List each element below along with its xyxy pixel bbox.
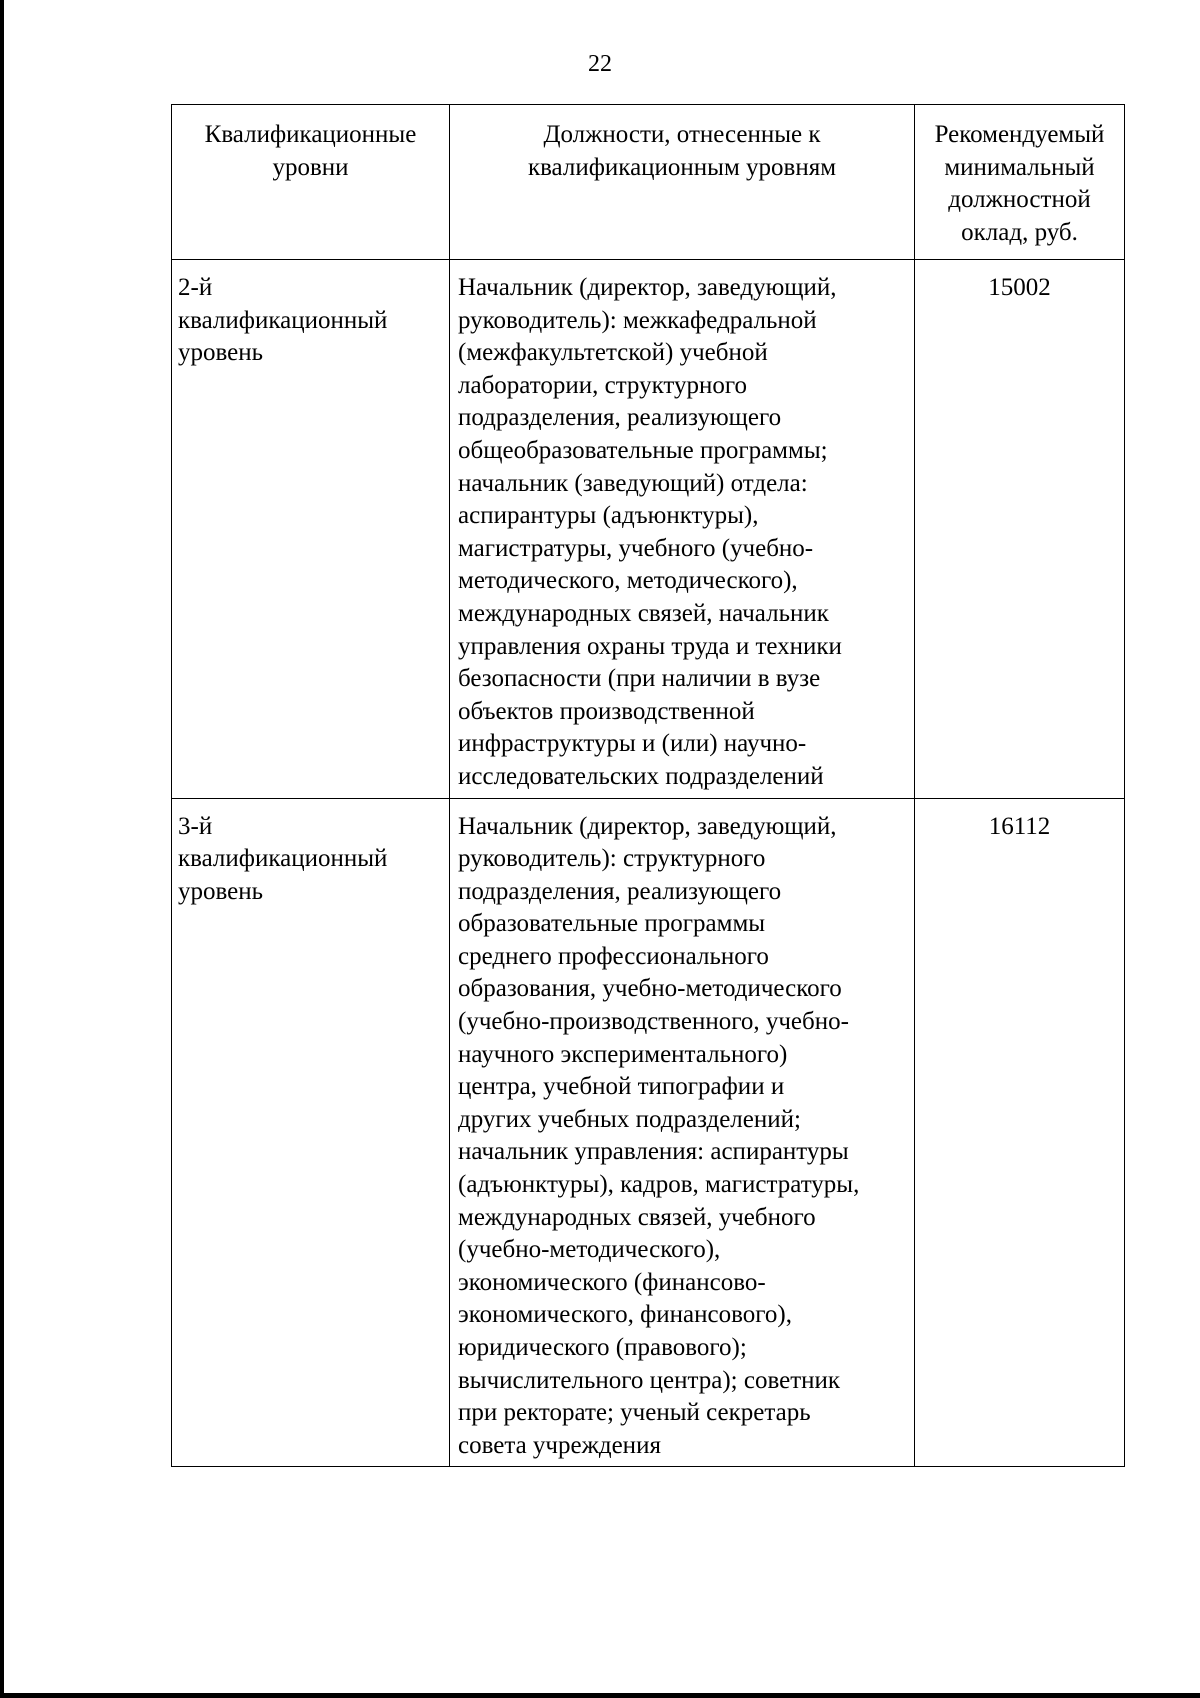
text-line: начальник (заведующий) отдела:	[458, 469, 808, 497]
text-line: управления охраны труда и техники	[458, 632, 842, 660]
text-line: квалификационный	[178, 306, 388, 334]
text-line: 3-й	[178, 812, 213, 840]
text-line: руководитель): структурного	[458, 845, 766, 873]
text-line: магистратуры, учебного (учебно-	[458, 534, 814, 562]
salary-cell: 15002	[915, 260, 1125, 799]
text-line: Рекомендуемый	[934, 121, 1105, 148]
text-line: уровень	[178, 339, 264, 367]
text-line: юридического (правового);	[458, 1334, 747, 1361]
text-line: оклад, руб.	[961, 218, 1078, 246]
salary-cell: 16112	[915, 798, 1125, 1467]
text-line: безопасности (при наличии в вузе	[458, 665, 821, 693]
text-line: начальник управления: аспирантуры	[458, 1138, 849, 1166]
positions-cell	[450, 798, 915, 1467]
page-bottom-edge	[0, 1693, 1200, 1698]
text-line: Начальник (директор, заведующий,	[458, 274, 837, 301]
text-line: научного экспериментального)	[458, 1040, 788, 1068]
text-line: (учебно-производственного, учебно-	[458, 1008, 849, 1036]
level-cell	[172, 260, 450, 799]
table-row	[172, 260, 1125, 799]
text-line: международных связей, учебного	[458, 1203, 816, 1231]
text-line: квалификационным уровням	[527, 153, 837, 181]
text-line: среднего профессионального	[458, 942, 769, 970]
text-line: аспирантуры (адъюнктуры),	[458, 502, 759, 530]
text-line: (адъюнктуры), кадров, магистратуры,	[458, 1171, 860, 1199]
table-header-row	[172, 105, 1125, 260]
table-row	[172, 798, 1125, 1467]
text-line: объектов производственной	[458, 697, 755, 725]
text-line: руководитель): межкафедральной	[458, 306, 817, 334]
text-line: общеобразовательные программы;	[458, 436, 828, 464]
text-line: методического, методического),	[458, 567, 798, 595]
text-line: вычислительного центра); советник	[458, 1366, 841, 1394]
text-line: 2-й	[178, 274, 213, 301]
text-line: (межфакультетской) учебной	[458, 339, 768, 367]
text-line: образовательные программы	[458, 910, 766, 938]
header-recommended-salary	[915, 105, 1125, 260]
text-line: других учебных подразделений;	[458, 1105, 801, 1133]
positions-cell	[450, 260, 915, 799]
text-line: экономического, финансового),	[458, 1301, 792, 1329]
text-line: совета учреждения	[458, 1431, 661, 1459]
text-line: международных связей, начальник	[458, 599, 829, 627]
page-number: 22	[588, 51, 612, 77]
text-line: квалификационный	[178, 845, 388, 873]
text-line: инфраструктуры и (или) научно-	[458, 730, 807, 758]
text-line: образования, учебно-методического	[458, 975, 842, 1003]
text-line: минимальный	[944, 153, 1095, 181]
text-line: экономического (финансово-	[458, 1268, 766, 1296]
header-qualification-levels	[172, 105, 450, 260]
text-line: при ректорате; ученый секретарь	[458, 1399, 811, 1427]
page-left-edge	[0, 0, 4, 1698]
text-line: (учебно-методического),	[458, 1236, 721, 1264]
text-line: подразделения, реализующего	[458, 877, 782, 905]
text-line: уровни	[272, 153, 349, 181]
level-cell	[172, 798, 450, 1467]
text-line: подразделения, реализующего	[458, 404, 782, 432]
text-line: уровень	[178, 877, 264, 905]
header-positions	[450, 105, 915, 260]
text-line: исследовательских подразделений	[458, 762, 824, 790]
text-line: Квалификационные	[204, 121, 417, 148]
text-line: должностной	[948, 186, 1091, 214]
text-line: Начальник (директор, заведующий,	[458, 812, 837, 840]
text-line: лаборатории, структурного	[458, 371, 748, 399]
text-line: центра, учебной типографии и	[458, 1073, 785, 1101]
text-line: Должности, отнесенные к	[543, 121, 821, 148]
qualification-table	[171, 104, 1125, 1467]
